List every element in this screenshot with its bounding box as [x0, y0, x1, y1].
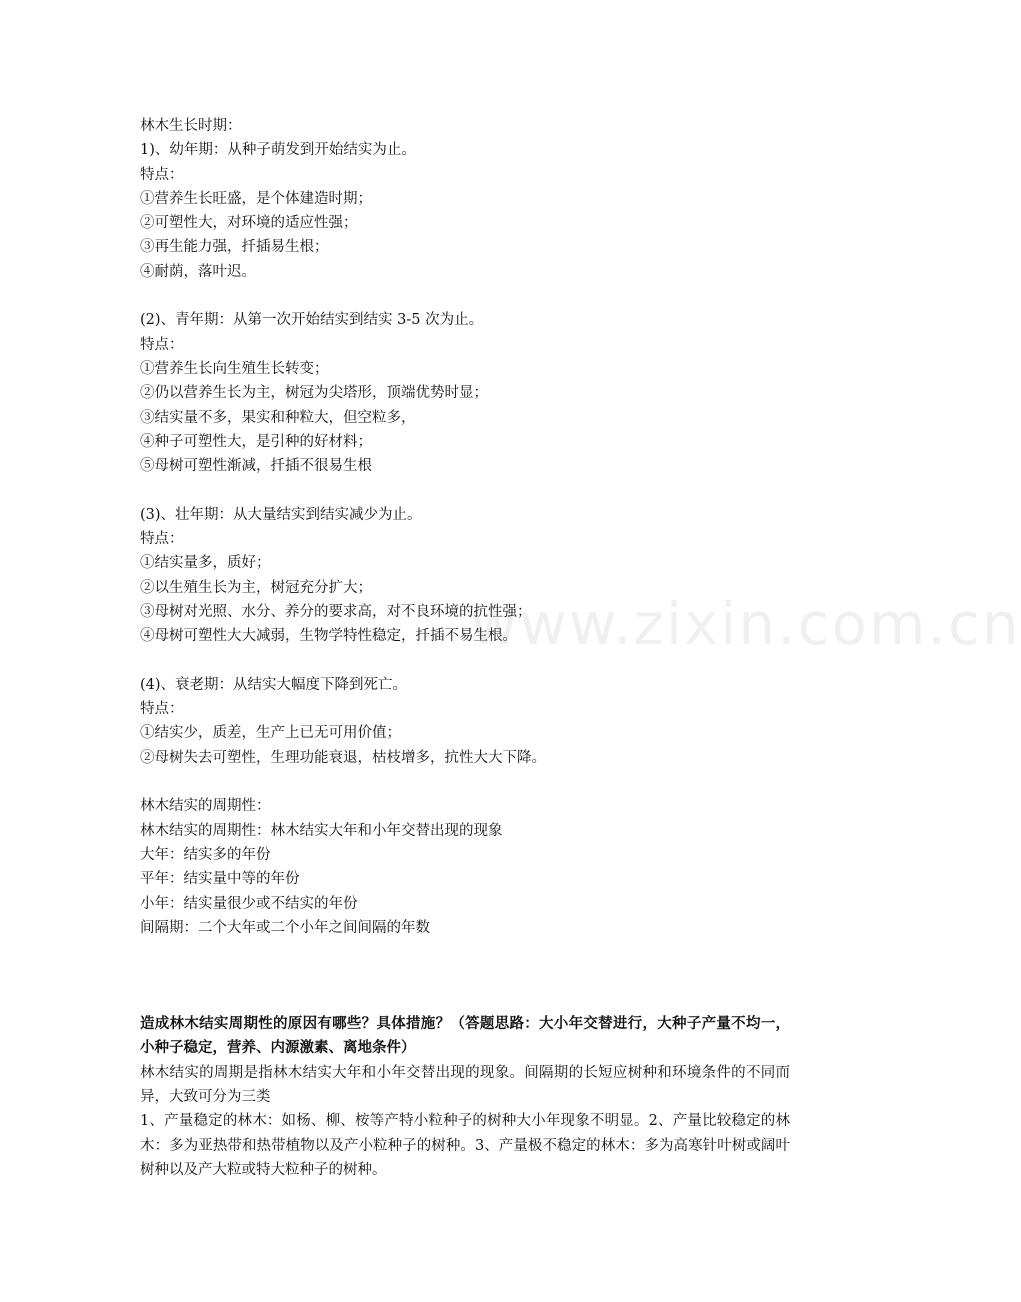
section-title-periodicity: 林木结实的周期性：: [140, 798, 271, 815]
features-label: 特点：: [140, 701, 184, 718]
question-heading: 造成林木结实周期性的原因有哪些？具体措施？（答题思路：大小年交替进行，大种子产量不均一，小种子稳定，营养、内源激素、离地条件）: [140, 1015, 790, 1057]
answer-paragraph: 林木结实的周期是指林木结实大年和小年交替出现的现象。间隔期的长短应树种和环境条件的不同而异，大致可分为三类: [140, 1064, 790, 1105]
spacer: [140, 284, 790, 308]
feature-item: ④耐荫，落叶迟。: [140, 263, 256, 280]
feature-item: ①营养生长旺盛，是个体建造时期；: [140, 190, 372, 207]
definition-line: 平年：结实量中等的年份: [140, 871, 300, 888]
spacer: [140, 770, 790, 794]
definition-line: 小年：结实量很少或不结实的年份: [140, 895, 358, 912]
feature-item: ④母树可塑性大大减弱，生物学特性稳定，扦插不易生根。: [140, 628, 517, 645]
stage-heading: (4)、衰老期：从结实大幅度下降到死亡。: [140, 676, 408, 693]
stage-mature: [140, 503, 790, 649]
section-title-growth-stages: 林木生长时期：: [140, 118, 242, 134]
section-periodicity: [140, 794, 790, 940]
feature-item: ②母树失去可塑性，生理功能衰退，枯枝增多，抗性大大下降。: [140, 749, 546, 766]
features-label: 特点：: [140, 336, 184, 353]
spacer: [140, 940, 790, 1012]
stage-heading: (2)、青年期：从第一次开始结实到结实 3-5 次为止。: [140, 312, 484, 329]
feature-item: ⑤母树可塑性渐减，扦插不很易生根: [140, 458, 372, 475]
document-body: [140, 114, 790, 1182]
feature-item: ②以生殖生长为主，树冠充分扩大；: [140, 579, 372, 596]
watermark: www.zixin.com.cn: [470, 590, 1021, 658]
feature-item: ③结实量不多，果实和种粒大，但空粒多，: [140, 409, 416, 426]
stage-juvenile: [140, 138, 790, 284]
stage-heading: (3)、壮年期：从大量结实到结实减少为止。: [140, 506, 422, 523]
definition-line: 间隔期：二个大年或二个小年之间间隔的年数: [140, 919, 430, 936]
features-label: 特点：: [140, 531, 184, 548]
feature-item: ①营养生长向生殖生长转变；: [140, 360, 329, 377]
definition-line: 林木结实的周期性：林木结实大年和小年交替出现的现象: [140, 822, 503, 839]
feature-item: ①结实量多，质好；: [140, 555, 271, 572]
spacer: [140, 478, 790, 502]
feature-item: ④种子可塑性大，是引种的好材料；: [140, 433, 372, 450]
section-question: [140, 1012, 790, 1182]
stage-heading: 1)、幼年期：从种子萌发到开始结实为止。: [140, 142, 416, 159]
stage-senescent: [140, 673, 790, 770]
feature-item: ③再生能力强，扦插易生根；: [140, 239, 329, 256]
spacer: [140, 649, 790, 673]
features-label: 特点：: [140, 166, 184, 183]
feature-item: ③母树对光照、水分、养分的要求高，对不良环境的抗性强；: [140, 603, 532, 620]
stage-youth: [140, 308, 790, 478]
answer-paragraph: 1、产量稳定的林木：如杨、柳、桉等产特小粒种子的树种大小年现象不明显。2、产量比较稳定的林木：多为亚热带和热带植物以及产小粒种子的树种。3、产量极不稳定的林木：多为高寒针叶树或阔叶树种以及产大粒或特大粒种子的树种。: [140, 1113, 790, 1178]
feature-item: ①结实少，质差，生产上已无可用价值；: [140, 725, 401, 742]
definition-line: 大年：结实多的年份: [140, 846, 271, 863]
feature-item: ②可塑性大，对环境的适应性强；: [140, 215, 358, 232]
feature-item: ②仍以营养生长为主，树冠为尖塔形，顶端优势时显；: [140, 385, 488, 402]
